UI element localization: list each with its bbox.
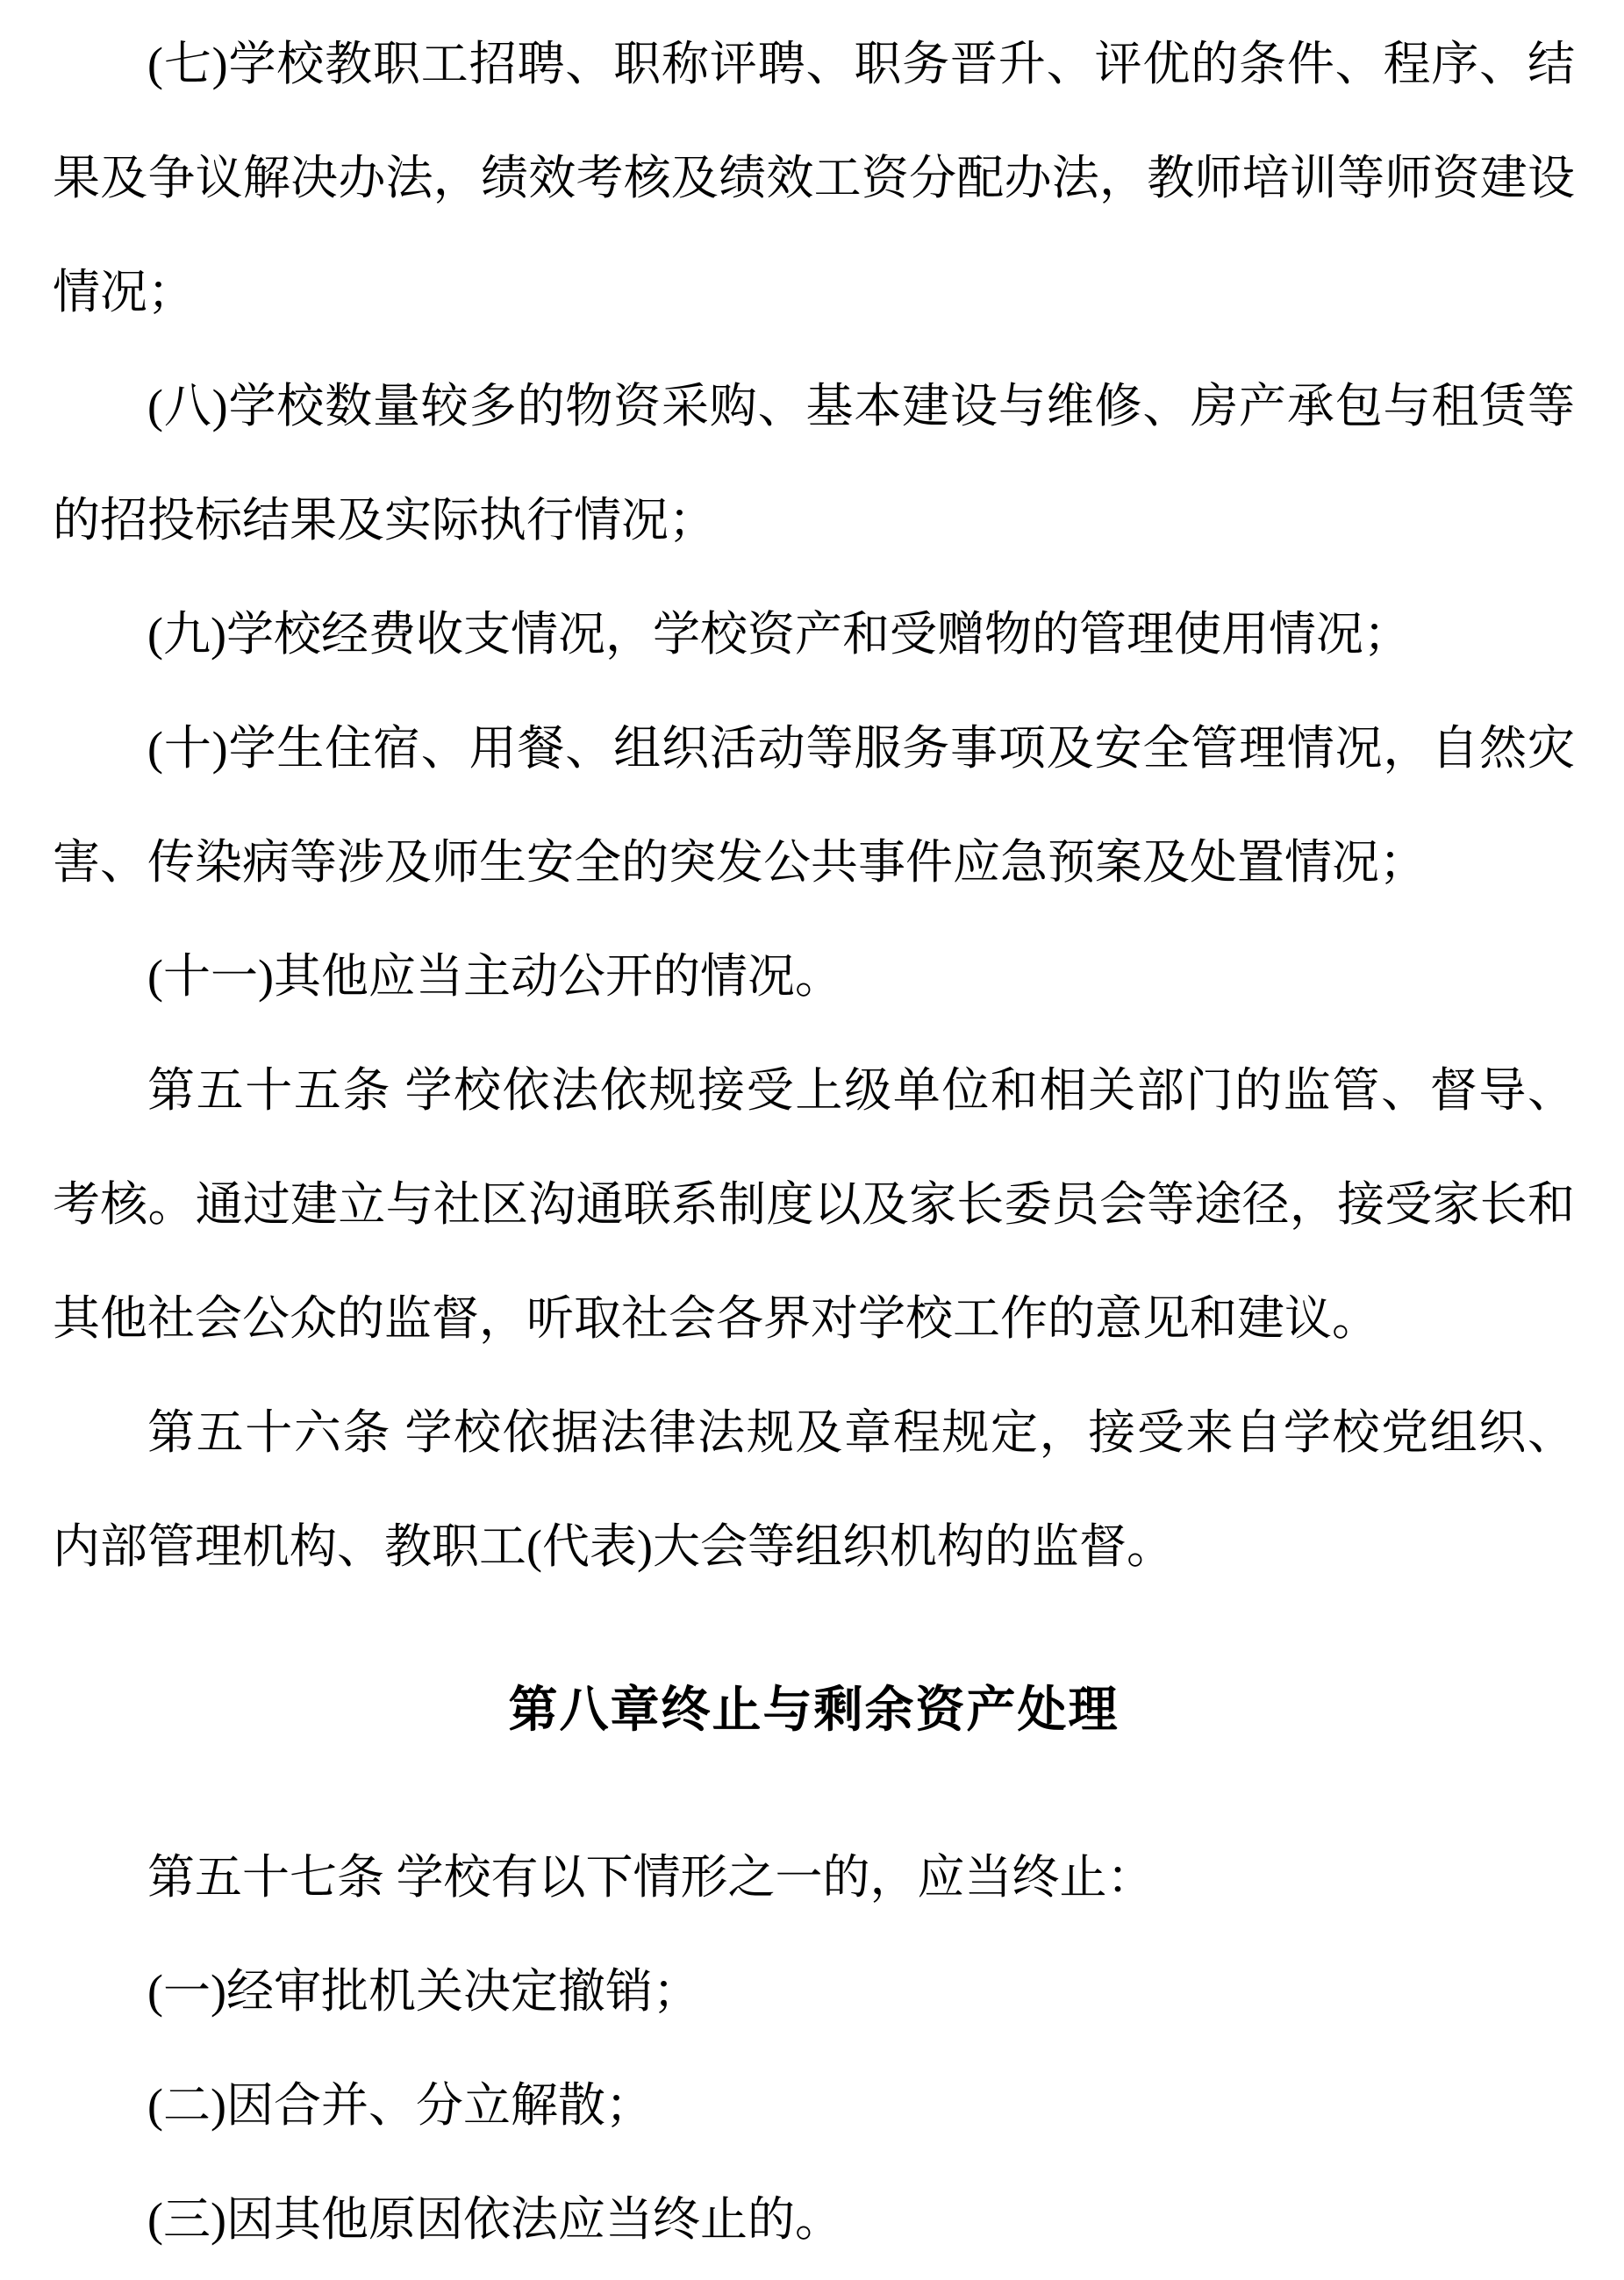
termination-item-3-paragraph: (三)因其他原因依法应当终止的。 xyxy=(147,2193,842,2246)
clause-10-paragraph: (十)学生住宿、用餐、组织活动等服务事项及安全管理情况，自然灾害、传染病等涉及师生安全的突发公共事件应急预案及处置情况； xyxy=(53,722,1575,889)
article-55-paragraph: 第五十五条 学校依法依规接受上级单位和相关部门的监管、督导、考核。通过建立与社区沟通联系制度以及家长委员会等途径，接受家长和其他社会公众的监督，听取社会各界对学校工作的意见和建议。 xyxy=(53,1064,1575,1345)
clause-8-paragraph: (八)学校数量较多的物资采购、基本建设与维修、房产承包与租赁等的招投标结果及实际执行情况； xyxy=(53,380,1575,547)
termination-item-1-paragraph: (一)经审批机关决定撤销； xyxy=(147,1965,700,2018)
article-57-paragraph: 第五十七条 学校有以下情形之一的，应当终止： xyxy=(147,1851,1155,1904)
chapter-8-heading: 第八章终止与剩余资产处理 xyxy=(508,1683,1120,1738)
clause-7-paragraph: (七)学校教职工招聘、职称评聘、职务晋升、评优的条件、程序、结果及争议解决办法，绩效考核及绩效工资分配办法，教师培训等师资建设情况； xyxy=(53,38,1575,318)
article-56-paragraph: 第五十六条 学校依据法律法规及章程规定，接受来自学校党组织、内部管理机构、教职工(代表)大会等组织机构的监督。 xyxy=(53,1406,1575,1573)
clause-11-paragraph: (十一)其他应当主动公开的情况。 xyxy=(147,950,842,1003)
clause-9-paragraph: (九)学校经费收支情况，学校资产和受赠物的管理使用情况； xyxy=(147,608,1411,661)
termination-item-2-paragraph: (二)因合并、分立解散； xyxy=(147,2079,653,2132)
